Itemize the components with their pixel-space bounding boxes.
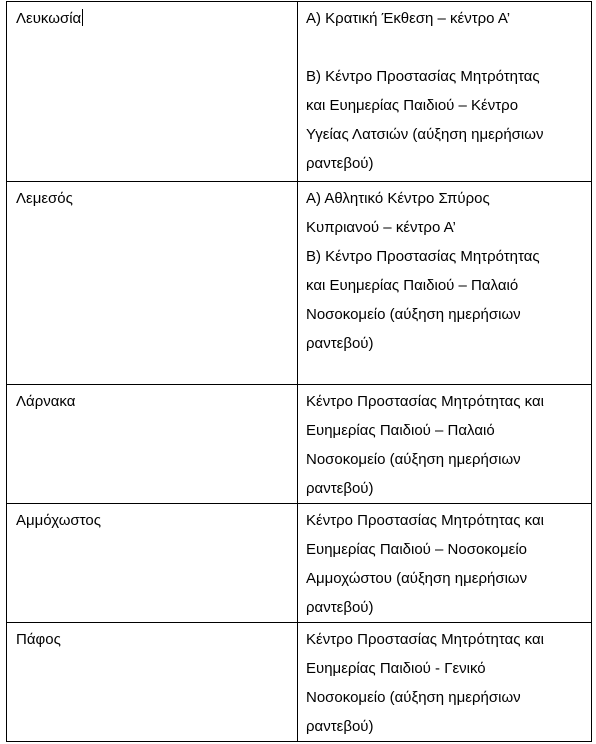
description-line: Νοσοκομείο (αύξηση ημερήσιων [306, 689, 521, 706]
city-name: Πάφος [16, 631, 61, 648]
city-name: Λεμεσός [16, 190, 73, 207]
center-description-cell[interactable] [298, 182, 592, 385]
description-line: Νοσοκομείο (αύξηση ημερήσιων [306, 306, 521, 323]
description-line: Ευημερίας Παιδιού – Παλαιό [306, 422, 495, 439]
table-row [7, 385, 592, 504]
city-name: Λευκωσία [16, 10, 82, 27]
description-line: Ευημερίας Παιδιού – Νοσοκομείο [306, 541, 527, 558]
description-line: Υγείας Λατσιών (αύξηση ημερήσιων [306, 126, 544, 143]
city-cell[interactable] [7, 385, 298, 504]
description-line: Ευημερίας Παιδιού - Γενικό [306, 660, 486, 677]
description-line: ραντεβού) [306, 155, 374, 172]
city-cell[interactable] [7, 182, 298, 385]
city-name: Λάρνακα [16, 393, 76, 410]
description-line: Κυπριανού – κέντρο Α’ [306, 219, 456, 236]
city-cell[interactable] [7, 623, 298, 742]
city-cell[interactable] [7, 504, 298, 623]
center-description-cell[interactable] [298, 504, 592, 623]
table-row [7, 504, 592, 623]
description-line: Κέντρο Προστασίας Μητρότητας και [306, 393, 544, 410]
description-line: ραντεβού) [306, 718, 374, 735]
description-line: Β) Κέντρο Προστασίας Μητρότητας [306, 68, 540, 85]
description-line: ραντεβού) [306, 599, 374, 616]
center-description-cell[interactable] [298, 385, 592, 504]
description-line: Α) Αθλητικό Κέντρο Σπύρος [306, 190, 490, 207]
description-line [306, 33, 583, 62]
table-row [7, 2, 592, 182]
description-line: Κέντρο Προστασίας Μητρότητας και [306, 631, 544, 648]
table-row [7, 623, 592, 742]
description-line: Αμμοχώστου (αύξηση ημερήσιων [306, 570, 528, 587]
table-row [7, 182, 592, 385]
description-line: και Ευημερίας Παιδιού – Κέντρο [306, 97, 519, 114]
description-line: Β) Κέντρο Προστασίας Μητρότητας [306, 248, 540, 265]
description-line: Νοσοκομείο (αύξηση ημερήσιων [306, 451, 521, 468]
center-description-cell[interactable] [298, 2, 592, 182]
text-cursor [82, 9, 83, 26]
city-name: Αμμόχωστος [16, 512, 101, 529]
description-line: ραντεβού) [306, 480, 374, 497]
description-line: και Ευημερίας Παιδιού – Παλαιό [306, 277, 519, 294]
city-cell[interactable] [7, 2, 298, 182]
description-line: ραντεβού) [306, 335, 374, 352]
description-line: Κέντρο Προστασίας Μητρότητας και [306, 512, 544, 529]
center-description-cell[interactable] [298, 623, 592, 742]
vaccination-centers-table [6, 1, 592, 742]
description-line: Α) Κρατική Έκθεση – κέντρο Α’ [306, 10, 511, 27]
